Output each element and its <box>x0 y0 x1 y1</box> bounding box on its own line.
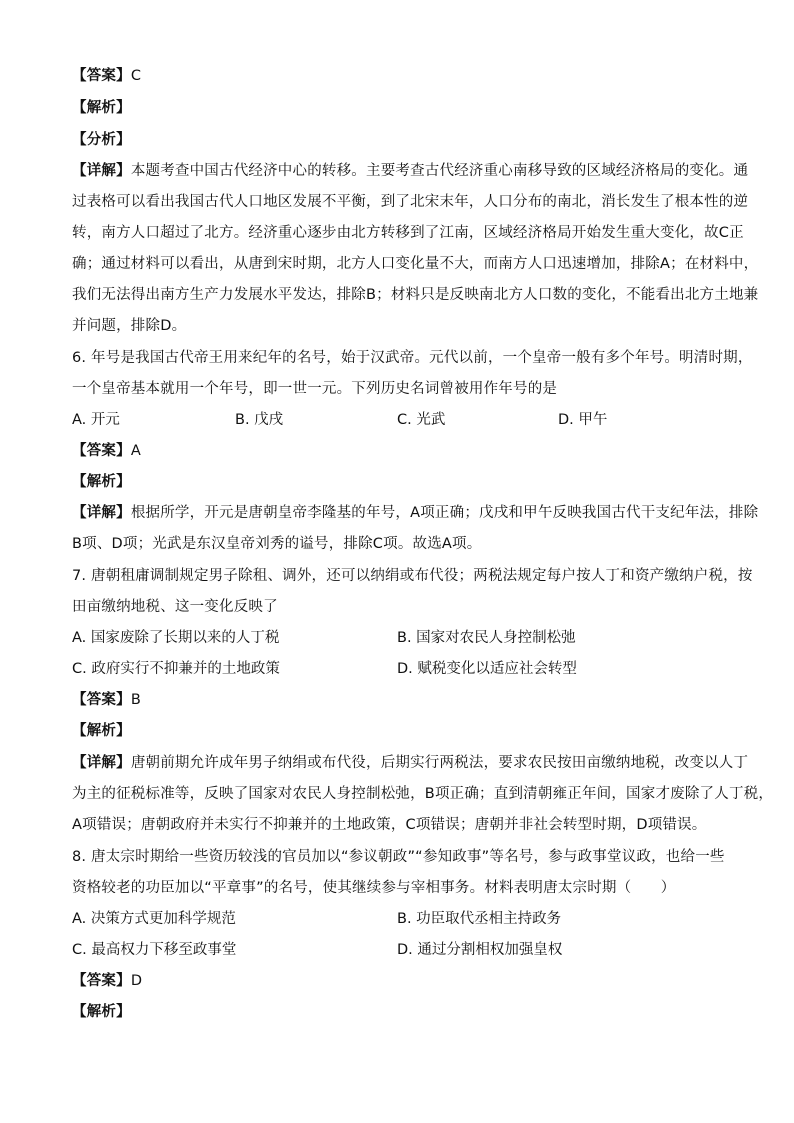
q8-option-c: C. 最高权力下移至政事堂 <box>72 942 237 958</box>
q8-stem-line: 8. 唐太宗时期给一些资历较浅的官员加以“参议朝政”“参知政事”等名号，参与政事堂议政，也给一些 <box>72 849 725 865</box>
q6-answer-line <box>72 441 732 461</box>
answer-label: 【答案】 <box>72 68 131 84</box>
answer-value: C <box>130 68 142 84</box>
q6-stem-line: 一个皇帝基本就用一个年号，即一世一元。下列历史名词曾被用作年号的是 <box>72 381 558 397</box>
q7-option-d: D. 赋税变化以适应社会转型 <box>397 661 577 677</box>
q6-detail-line: B项、D项；光武是东汉皇帝刘秀的谥号，排除C项。故选A项。 <box>72 536 482 552</box>
detail-label: 【详解】 <box>72 163 131 179</box>
answer-label: 【答案】 <box>72 692 131 708</box>
q6-option-c: C. 光武 <box>397 412 446 428</box>
q7-stem-line: 田亩缴纳地税、这一变化反映了 <box>72 599 278 615</box>
q7-detail-line: 为主的征税标准等，反映了国家对农民人身控制松弛，B项正确；直到清朝雍正年间，国家才废除了人丁税， <box>72 786 774 802</box>
q6-option-a: A. 开元 <box>72 412 120 428</box>
q5-detail-line <box>72 161 749 181</box>
q6-analysis-label: 【解析】 <box>72 474 131 490</box>
q6-stem-line: 6. 年号是我国古代帝王用来纪年的名号，始于汉武帝。元代以前，一个皇帝一般有多个年号。明清时期， <box>72 350 753 366</box>
q5-analysis-label: 【解析】 <box>72 100 131 116</box>
q8-answer-line <box>72 971 732 991</box>
detail-label: 【详解】 <box>72 505 131 521</box>
q5-answer-line <box>72 66 732 86</box>
q7-detail-line: A项错误；唐朝政府并未实行不抑兼并的土地政策，C项错误；唐朝并非社会转型时期，D项错误。 <box>72 817 707 833</box>
detail-text: 本题考查中国古代经济中心的转移。主要考查古代经济重心南移导致的区域经济格局的变化。通 <box>130 163 749 179</box>
q6-detail-line <box>72 503 759 523</box>
q5-detail-line: 确；通过材料可以看出，从唐到宋时期，北方人口变化量不大，而南方人口迅速增加，排除A；在材料中， <box>72 256 759 272</box>
answer-label: 【答案】 <box>72 973 131 989</box>
q7-option-a: A. 国家废除了长期以来的人丁税 <box>72 630 280 646</box>
q5-detail-line: 转，南方人口超过了北方。经济重心逐步由北方转移到了江南，区域经济格局开始发生重大变化，故C正 <box>72 225 744 241</box>
q7-stem-line: 7. 唐朝租庸调制规定男子除租、调外，还可以纳绢或布代役；两税法规定每户按人丁和资产缴纳户税，按 <box>72 568 753 584</box>
q8-stem-line: 资格较老的功臣加以“平章事”的名号，使其继续参与宰相事务。材料表明唐太宗时期（ ） <box>72 880 676 896</box>
detail-text: 根据所学，开元是唐朝皇帝李隆基的年号，A项正确；戊戌和甲午反映我国古代干支纪年法，排除 <box>130 505 759 521</box>
answer-value: D <box>130 973 143 989</box>
q7-answer-line <box>72 690 732 710</box>
q7-analysis-label: 【解析】 <box>72 723 131 739</box>
detail-text: 唐朝前期允许成年男子纳绢或布代役，后期实行两税法，要求农民按田亩缴纳地税，改变以人丁 <box>130 755 749 771</box>
q6-option-b: B. 戊戌 <box>235 412 284 428</box>
q8-option-a: A. 决策方式更加科学规范 <box>72 911 236 927</box>
q8-analysis-label: 【解析】 <box>72 1004 131 1020</box>
q5-detail-line: 过表格可以看出我国古代人口地区发展不平衡，到了北宋末年，人口分布的南北，消长发生了根本性的逆 <box>72 194 749 210</box>
q7-detail-line <box>72 753 749 773</box>
detail-label: 【详解】 <box>72 755 131 771</box>
q5-detail-line: 我们无法得出南方生产力发展水平发达，排除B；材料只是反映南北方人口数的变化，不能看出北方土地兼 <box>72 287 759 303</box>
q8-option-d: D. 通过分割相权加强皇权 <box>397 942 563 958</box>
answer-label: 【答案】 <box>72 443 131 459</box>
q7-option-b: B. 国家对农民人身控制松弛 <box>397 630 576 646</box>
q5-detail-line: 并问题，排除D。 <box>72 318 187 334</box>
answer-value: B <box>130 692 141 708</box>
q5-fenxi-label: 【分析】 <box>72 132 131 148</box>
q6-option-d: D. 甲午 <box>558 412 608 428</box>
q8-option-b: B. 功臣取代丞相主持政务 <box>397 911 562 927</box>
answer-value: A <box>130 443 141 459</box>
q7-option-c: C. 政府实行不抑兼并的土地政策 <box>72 661 280 677</box>
